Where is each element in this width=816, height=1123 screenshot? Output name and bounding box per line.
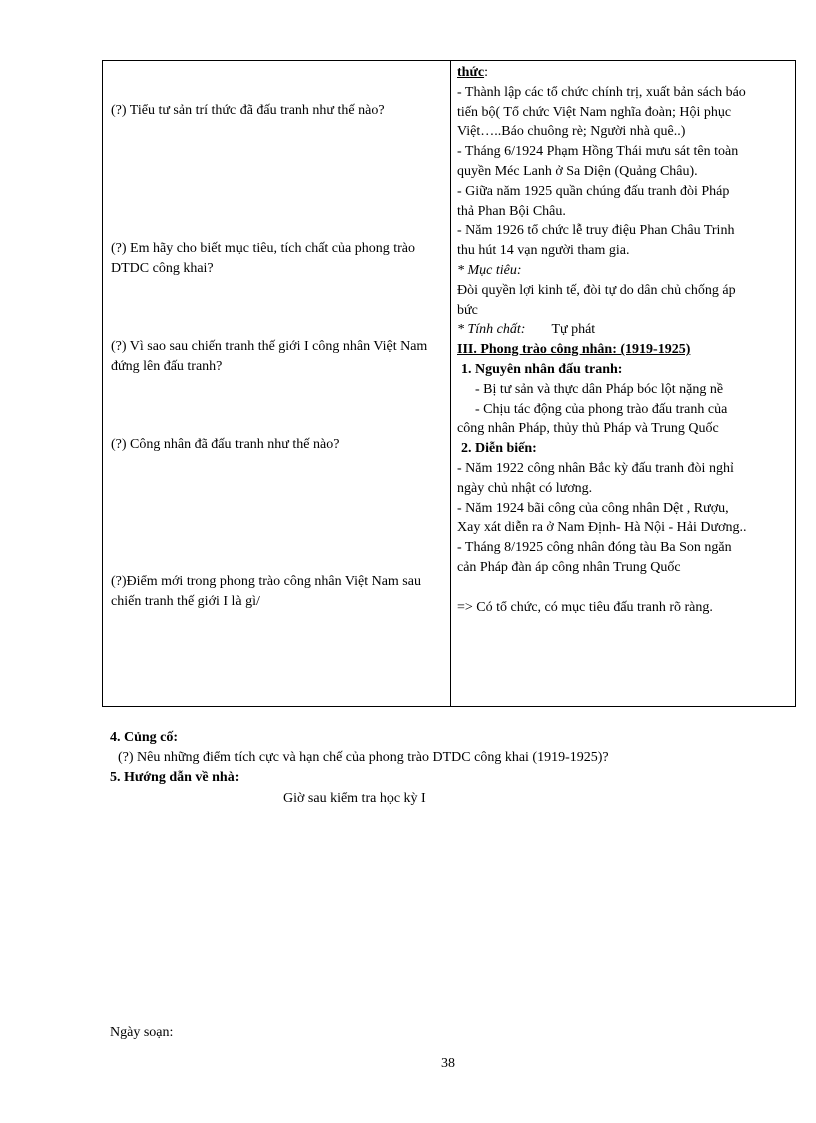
answer-line: - Năm 1926 tổ chức lễ truy điệu Phan Châu Trinh [457, 223, 735, 239]
answer-line: ngày chủ nhật có lương. [457, 480, 593, 496]
section-heading-III: III. Phong trào công nhân: (1919-1925) [457, 342, 691, 358]
answer-line: - Năm 1924 bãi công của công nhân Dệt , Rượu, [457, 500, 729, 516]
answer-line: Việt…..Báo chuông rè; Người nhà quê..) [457, 124, 686, 140]
answer-line: quyền Méc Lanh ở Sa Diện (Quảng Châu). [457, 163, 698, 179]
answer-line: - Tháng 6/1924 Phạm Hồng Thái mưu sát tên toàn [457, 144, 739, 160]
answer-line: Xay xát diễn ra ở Nam Định- Hà Nội - Hải Dương.. [457, 520, 747, 536]
huong-dan-text: Giờ sau kiểm tra học kỳ I [283, 791, 426, 806]
heading-thuc: thức [457, 65, 485, 80]
heading-tinh-chat: * Tính chất: [457, 322, 526, 338]
answer-line: - Giữa năm 1925 quần chúng đấu tranh đòi Pháp [457, 183, 730, 199]
answer-line: thu hút 14 vạn người tham gia. [457, 243, 630, 259]
question-4: (?) Công nhân đã đấu tranh như thế nào? [111, 437, 340, 452]
ngay-soan-label: Ngày soạn: [110, 1025, 174, 1040]
answer-line: thả Phan Bội Châu. [457, 203, 566, 219]
answer-line: - Năm 1922 công nhân Bắc kỳ đấu tranh đòi nghỉ [457, 460, 734, 476]
cung-co-heading: 4. Củng cố: [110, 730, 179, 745]
answer-line: - Bị tư sản và thực dân Pháp bóc lột nặng nề [475, 381, 724, 397]
answer-line: tiến bộ( Tổ chức Việt Nam nghĩa đoàn; Hội phục [457, 104, 732, 120]
question-3: (?) Vì sao sau chiến tranh thế giới I công nhân Việt Nam đứng lên đấu tranh? [111, 339, 428, 374]
cung-co-question: (?) Nêu những điểm tích cực và hạn chế của phong trào DTDC công khai (1919-1925)? [118, 750, 609, 765]
answer-line: => Có tổ chức, có mục tiêu đấu tranh rõ ràng. [457, 599, 713, 615]
answer-line: - Chịu tác động của phong trào đấu tranh của [475, 401, 728, 417]
answer-line: công nhân Pháp, thủy thủ Pháp và Trung Quốc [457, 421, 719, 437]
heading-muc-tieu: * Mục tiêu: [457, 262, 522, 278]
page-number: 38 [441, 1056, 455, 1071]
huong-dan-heading: 5. Hướng dẫn về nhà: [110, 770, 240, 785]
answer-line: cản Pháp đàn áp công nhân Trung Quốc [457, 559, 681, 575]
subheading-dien-bien: 2. Diễn biến: [461, 441, 537, 457]
answer-line: * Tính chất: Tự phát [457, 322, 596, 338]
answer-line: thức: [457, 65, 488, 80]
column-divider [450, 61, 451, 706]
subheading-nguyen-nhan: 1. Nguyên nhân đấu tranh: [461, 361, 623, 377]
question-1: (?) Tiểu tư sản trí thức đã đấu tranh như thế nào? [111, 103, 385, 118]
answer-line: - Tháng 8/1925 công nhân đóng tàu Ba Son ngăn [457, 540, 732, 556]
answer-line: Đòi quyền lợi kinh tế, đòi tự do dân chủ chống áp [457, 282, 736, 298]
answer-line: - Thành lập các tổ chức chính trị, xuất bản sách báo [457, 84, 746, 100]
answer-column [457, 63, 793, 618]
question-5: (?)Điểm mới trong phong trào công nhân Việt Nam sau chiến tranh thế giới I là gì/ [111, 574, 421, 609]
answer-line: bức [457, 302, 478, 318]
question-2: (?) Em hãy cho biết mục tiêu, tích chất của phong trào DTDC công khai? [111, 241, 416, 276]
lesson-table [102, 60, 796, 707]
